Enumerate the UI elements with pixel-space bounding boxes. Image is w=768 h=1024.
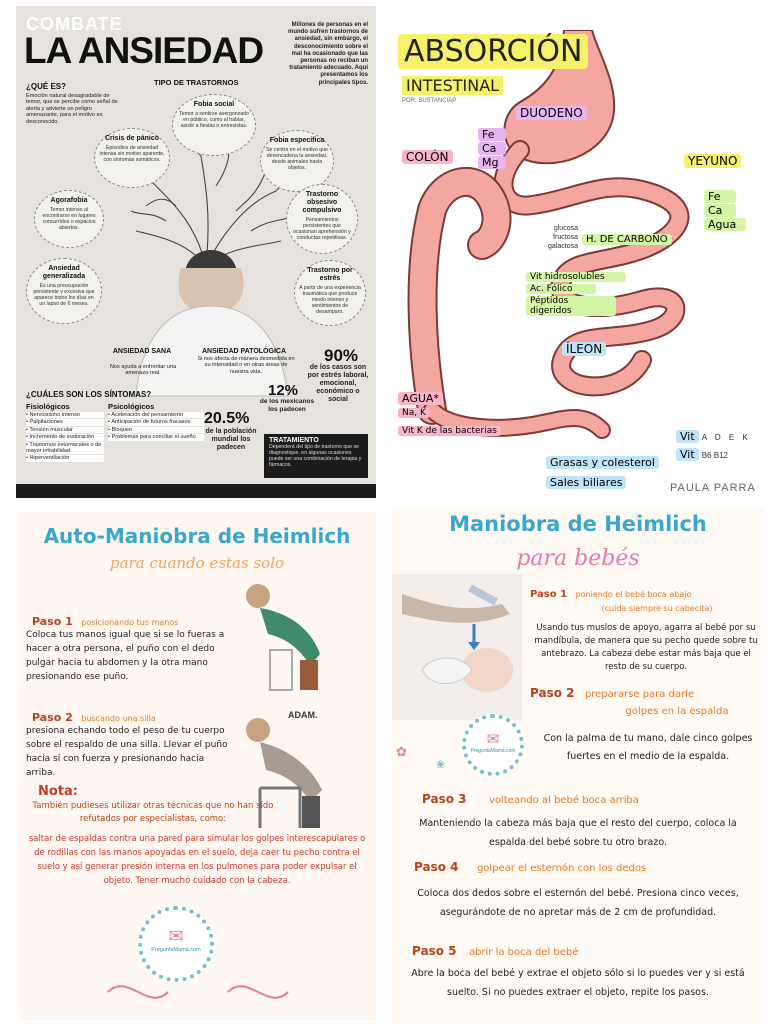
absorcion-title: ABSORCIÓN [398, 34, 588, 69]
step3-text: Manteniendo la cabeza más baja que el resto del cuerpo, coloca la espalda del bebé sobre tu otro brazo. [419, 818, 737, 848]
label-yeyuno: YEYUNO [684, 154, 741, 168]
sintoma-item: • Aceleración del pensamiento [108, 412, 204, 418]
step4-heading: Paso 4 golpear el esternón con los dedos [414, 860, 647, 874]
label-sales: Sales biliares [546, 476, 626, 489]
label-grasas: Grasas y colesterol [546, 456, 659, 469]
fisiologicos-title: Fisiológicos [26, 402, 70, 411]
decorative-swirls [18, 972, 376, 1012]
sintoma-item: • Palpitaciones [26, 419, 104, 425]
que-es-text: Emoción natural desagradable de temor, que se percibe como señal de alerta y advierte un peligro amenazante, para el motivo es desconocido. [26, 93, 118, 125]
absorcion-subtitle: INTESTINAL [402, 76, 503, 95]
vit-ileon-1: Vit A D E K [676, 430, 751, 443]
vit-ileon-2: Vit B6 B12 [676, 448, 728, 461]
bubble-fobia-social: Fobia social Temor a sentirse avergonzado en público, como al hablar, asistir a fiestas o entrevistas. [172, 94, 256, 156]
fisiologicos-list [26, 412, 104, 463]
auto-subtitle: para cuando estas solo [109, 554, 285, 572]
sintoma-item: • Incremento de sudoración [26, 434, 104, 440]
sugars: glucosa fructosa galactosa [548, 225, 578, 250]
flower-deco-2: ❀ [436, 759, 446, 771]
bubble-crisis-panico: Crisis de pánico Episodios de ansiedad intensa sin motivo aparente, con síntomas somáticos. [94, 128, 170, 188]
nota-intro: También pudieses utilizar otras técnicas que no han sido refutados por especialistas, como: [32, 801, 274, 824]
sintoma-item: • Trastornos estomacales o de mayor irritabilidad [26, 442, 104, 455]
heart-envelope-icon: ✉ [486, 731, 500, 748]
stat-90-value: 90% [324, 346, 359, 365]
label-vitk: Vit K de las bacterias [398, 426, 501, 436]
label-agua: AGUA* [398, 392, 443, 405]
auto-heimlich-panel [18, 512, 376, 1020]
bubble-estres: Trastorno por estrés A partir de una experiencia traumática que produce miedo intenso y sentimientos de desamparo. [294, 260, 366, 326]
step1-text: Coloca tus manos igual que si se lo fueras a hacer a otra persona, el puño con el dedo pulgar hacia tu abdomen y la otra mano presionando ese puño. [26, 630, 225, 682]
psicologicos-list [108, 412, 204, 442]
site-logo: ✉ PreguntaMamá.com [462, 714, 524, 776]
step1-sub2: (cuida siempre su cabecita) [601, 604, 713, 613]
site-logo: ✉ PreguntaMamá.com [138, 906, 214, 982]
stat-12-text: de los mexicanos los padecen [259, 398, 315, 413]
step2-heading: Paso 2 prepararse para darle [530, 686, 695, 700]
bubble-ansiedad-generalizada: Ansiedad generalizada Es una preocupación persistente y excesiva que aparece todos los días en un lapso de 6 meses. [26, 258, 102, 324]
step1-text: Usando tus muslos de apoyo, agarra al bebé por su mandíbula, de manera que su pecho quede sobre tu antebrazo. La cabeza debe estar más baja que el resto de su cuerpo. [534, 623, 758, 672]
adam-logo: ADAM. [288, 710, 318, 720]
nota-title: Nota: [38, 784, 78, 799]
baby-illustration [392, 574, 522, 720]
label-ileon: ÍLEON [562, 342, 606, 356]
person-illustration-1 [230, 574, 340, 694]
auto-title: Auto-Maniobra de Heimlich [43, 524, 351, 548]
bubble-toc: Trastorno obsesivo compulsivo Pensamientos persistentes que ocasionan aprehensión y conductas repetitivas. [286, 184, 358, 254]
tratamiento-text: Dependerá del tipo de trastorno que se diagnostique, en algunas ocasiones puede ser una combinación de terapia y fármacos. [269, 444, 362, 468]
step2-text: Con la palma de tu mano, dale cinco golpes fuertes en el medio de la espalda. [543, 733, 753, 762]
stat-12-value: 12% [268, 382, 299, 399]
bebes-subtitle: para bebés [516, 546, 640, 571]
stat-20-text: de la población mundial los padecen [205, 428, 257, 451]
title-small: COMBATE [26, 14, 123, 34]
flower-deco-1: ✿ [396, 744, 407, 759]
step3-heading: Paso 3 volteando al bebé boca arriba [422, 792, 639, 806]
sintoma-item: • Bloqueo [108, 427, 204, 433]
stat-20-value: 20.5% [204, 410, 250, 427]
intro-text: Millones de personas en el mundo sufren trastornos de ansiedad, sin embargo, el desconocimiento sobre el mal ha ocasionado que las personas no reciban un tratamiento adecuado. Aquí presentamos los principales tipos. [288, 22, 369, 86]
sintoma-item: • Hiperventilación [26, 455, 104, 461]
step4-text: Coloca dos dedos sobre el esternón del bebé. Presiona cinco veces, asegurándote de no apretar más de 2 cm de profundidad. [417, 888, 739, 918]
patologica-text: Si nos afecta de manera desmedida en su intensidad o en otras áreas de nuestra vida. [197, 356, 295, 375]
que-es-title: ¿QUÉ ES? [26, 82, 67, 91]
label-duodeno: DUODENO [516, 106, 587, 120]
bubble-fobia-especifica: Fobia específica Se centra en el motivo que desencadena la ansiedad, desde animales hasta objetos. [260, 130, 334, 192]
heart-envelope-icon: ✉ [168, 926, 184, 946]
step2-text: presiona echando todo el peso de tu cuerpo sobre el respaldo de una silla. Llevar el puño hacia sí con fuerza y presionando hacia arriba. [26, 726, 228, 778]
step5-heading: Paso 5 abrir la boca del bebé [412, 944, 579, 958]
sintoma-item: • Tensión muscular [26, 427, 104, 433]
sintoma-item: • Anticipación de futuros fracasos [108, 419, 204, 425]
sintomas-title: ¿CUÁLES SON LOS SÍNTOMAS? [26, 390, 152, 399]
tratamiento-title: TRATAMIENTO [269, 437, 319, 444]
tratamiento-box [264, 434, 368, 478]
signature: PAULA PARRA [670, 482, 756, 494]
duodeno-items: Fe Ca Mg [478, 128, 506, 169]
bubble-agorafobia: Agorafobia Temor intenso al encontrarse en lugares concurridos o espacios abiertos. [34, 190, 104, 248]
title-big: LA ANSIEDAD [24, 30, 264, 71]
step2-sub2: golpes en la espalda [625, 706, 729, 717]
psicologicos-title: Psicológicos [108, 402, 155, 411]
sintoma-item: • Nerviosismo intenso [26, 412, 104, 418]
yeyuno-items: Fe Ca Agua [704, 190, 746, 231]
footer-bar [16, 484, 376, 498]
sana-text: Nos ayuda a enfrentar una amenaza real. [109, 364, 177, 377]
step5-text: Abre la boca del bebé y extrae el objeto sólo si lo puedes ver y si está suelto. Si no puedes extraer el objeto, repite los pasos. [411, 968, 745, 998]
stat-90-text: de los casos son por estrés laboral, emocional, económico o social [307, 364, 369, 403]
tipo-label: TIPO DE TRASTORNOS [154, 78, 239, 87]
label-colon: COLÓN [402, 150, 453, 164]
anxiety-infographic [16, 6, 376, 498]
sintoma-item: • Problemas para conciliar el sueño [108, 434, 204, 440]
author-small: POR: SUSTANCIAP [402, 98, 457, 104]
step1-heading: Paso 1 poniendo el bebé boca abajo [530, 589, 692, 600]
nota-text: saltar de espaldas contra una pared para simular los golpes interescapulares o de rodillas con las manos apoyadas en el suelo, deja caer tu pecho contra el suelo y así generar presión interna en los pulmones para poder expulsar el objeto. Tener mucho cuidado con la cabeza. [28, 834, 366, 886]
label-na-k: Na, K [398, 408, 430, 418]
sana-title: ANSIEDAD SANA [112, 348, 172, 355]
label-hcarbono: H. DE CARBONO [582, 234, 672, 245]
step1-heading: Paso 1 posicionando tus manos [32, 615, 179, 628]
baby-heimlich-panel [392, 508, 764, 1024]
yeyuno-list: Vit hidrosolubles Ac. Fólico Péptidos digeridos [526, 272, 626, 316]
bebes-title: Maniobra de Heimlich [449, 512, 707, 536]
step2-heading: Paso 2 buscando una silla [32, 711, 156, 724]
absorcion-infographic [392, 30, 764, 498]
patologica-title: ANSIEDAD PATOLÓGICA [202, 348, 287, 355]
